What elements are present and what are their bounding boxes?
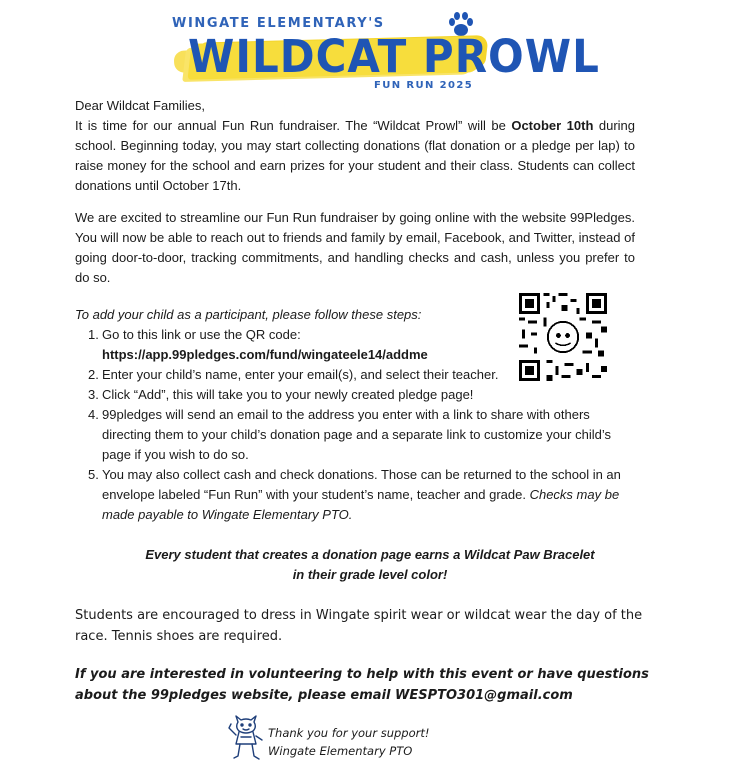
greeting: Dear Wildcat Families, <box>75 98 206 113</box>
step-text: Click “Add”, this will take you to your newly created pledge page! <box>102 387 474 402</box>
event-title: WILDCAT PROWL <box>188 30 600 83</box>
intro-paragraph <box>75 96 635 196</box>
bracelet-line-2: in their grade level color! <box>292 567 448 582</box>
step-item <box>88 465 636 525</box>
step-item <box>88 405 636 465</box>
wildcat-mascot-icon <box>226 714 266 764</box>
qr-code-icon[interactable] <box>519 293 607 381</box>
dress-paragraph: Students are encouraged to dress in Wingate spirit wear or wildcat wear the day of the race. Tennis shoes are required. <box>75 608 643 644</box>
thanks-line: Thank you for your support! <box>268 726 430 740</box>
volunteer-paragraph: If you are interested in volunteering to help with this event or have questions about the 99pledges website, please email WESPTO301@gmail.com <box>75 667 649 703</box>
steps-intro: To add your child as a participant, please follow these steps: <box>75 307 422 322</box>
bracelet-note <box>75 545 665 585</box>
bracelet-line-1: Every student that creates a donation page earns a Wildcat Paw Bracelet <box>145 547 595 562</box>
flyer-header <box>150 4 600 96</box>
step-number: 2. <box>88 367 99 382</box>
step-text: 99pledges will send an email to the address you enter with a link to share with others directing them to your child’s donation page and a separate link to customize your child’s page if you wish to do so. <box>102 407 611 462</box>
fundraiser-paragraph <box>75 116 635 196</box>
fundraiser-text-a: It is time for our annual Fun Run fundraiser. The “Wildcat Prowl” will be <box>75 118 512 133</box>
step-text: Enter your child’s name, enter your email(s), and select their teacher. <box>102 367 499 382</box>
step-text: You may also collect cash and check donations. Those can be returned to the school in an envelope labeled “Fun Run” with your student’s name, teacher and grade. <box>102 467 621 502</box>
school-name: WINGATE ELEMENTARY'S <box>172 16 385 31</box>
signoff-org: Wingate Elementary PTO <box>268 744 413 758</box>
step-number: 3. <box>88 387 99 402</box>
step-text-italic: Checks may be made payable to Wingate Elementary PTO. <box>102 487 620 522</box>
step-number: 5. <box>88 467 99 482</box>
signoff <box>268 724 488 760</box>
fundraiser-text-b: during school. Beginning today, you may start collecting donations (flat donation or a pledge per lap) to raise money for the school and earn prizes for your student and their class. Students can collect donations until October 17th. <box>75 118 636 193</box>
pledge-link[interactable]: https://app.99pledges.com/fund/wingateele14/addme <box>102 347 428 362</box>
event-date: October 10th <box>511 118 594 133</box>
step-text: Go to this link or use the QR code: <box>102 327 301 342</box>
online-paragraph: We are excited to streamline our Fun Run fundraiser by going online with the website 99Pledges. You will now be able to reach out to friends and family by email, Facebook, and Twitter, instead of going door-to-door, tracking commitments, and handling checks and cash, unless you prefer to do so. <box>75 210 635 285</box>
step-item <box>88 385 636 405</box>
step-number: 4. <box>88 407 99 422</box>
event-subtitle: FUN RUN 2025 <box>374 80 474 91</box>
step-number: 1. <box>88 327 99 342</box>
